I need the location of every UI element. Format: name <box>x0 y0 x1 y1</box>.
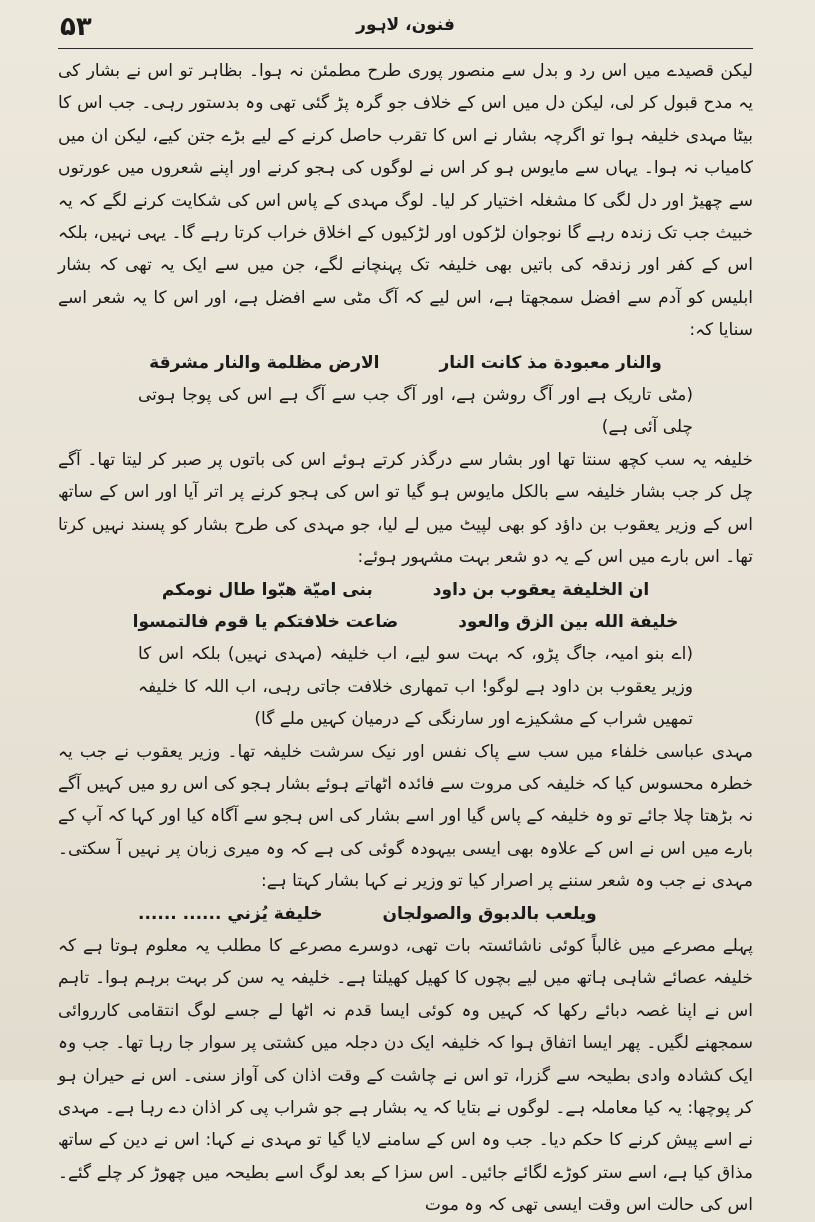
paragraph-1: لیکن قصیدے میں اس رد و بدل سے منصور پوری طرح مطمئن نہ ہوا۔ بظاہر تو اس نے بشار کی یہ مدح قبول کر لی، لیکن دل میں اس کے خلاف جو گرہ پڑ گئی تھی وہ بدستور رہی۔ جب اس کا بیٹا مہدی خلیفہ ہوا تو اگرچہ بشار نے اس کا تقرب حاصل کرنے کے لیے بڑے جتن کیے، لیکن ان میں کامیاب نہ ہوا۔ یہاں سے مایوس ہو کر اس نے لوگوں کی ہجو کرنے اور اپنے شعروں میں عورتوں سے چھیڑ اور دل لگی کا مشغلہ اختیار کر لیا۔ لوگ مہدی کے پاس اس کی شکایت کرنے لگے کہ یہ خبیث جب تک زندہ رہے گا نوجوان لڑکوں اور لڑکیوں کے اخلاق خراب کرتا رہے گا۔ یہی نہیں، بلکہ اس کے کفر اور زندقہ کی باتیں بھی خلیفہ تک پہنچانے لگے، جن میں سے ایک یہ تھی کہ بشار ابلیس کو آدم سے افضل سمجھتا ہے، اس لیے کہ آگ مٹی سے افضل ہے، اور اس کا یہ شعر اسے سنایا کہ: <box>58 61 753 341</box>
running-head: فنون، لاہور <box>356 15 455 35</box>
verse-1-right-hemistich: الارض مظلمة والنار مشرقة <box>149 352 380 373</box>
verse-2a <box>58 574 753 606</box>
page-number: ۵۳ <box>60 12 92 42</box>
paragraph-4: پہلے مصرعے میں غالباً کوئی ناشائستہ بات تھی، دوسرے مصرعے کا مطلب یہ معلوم ہوتا ہے کہ خلیفہ عصائے شاہی ہاتھ میں لیے بچوں کا کھیل کھیلتا ہے۔ خلیفہ یہ سن کر بہت برہم ہوا۔ تاہم اس نے اپنا غصہ دبائے رکھا کہ کہیں وہ کوئی ایسا قدم نہ اٹھا لے جسے لوگ انتقامی کارروائی سمجھنے لگیں۔ پھر ایسا اتفاق ہوا کہ خلیفہ ایک دن دجلہ میں کشتی پر سوار جا رہا تھا۔ جب وہ ایک کشادہ وادی بطیحہ سے گزرا، تو اس نے چاشت کے وقت اذان کی آواز سنی۔ اس نے حیران ہو کر پوچھا: یہ کیا معاملہ ہے۔ لوگوں نے بتایا کہ یہ بشار ہے جو شراب پی کر اذان دے رہا ہے۔ مہدی نے اسے پیش کرنے کا حکم دیا۔ جب وہ اس کے سامنے لایا گیا تو مہدی نے کہا: اس نے دین کے ساتھ مذاق کیا ہے، اسے ستر کوڑے لگائے جائیں۔ اس سزا کے بعد لوگ اسے بطیحہ میں چھوڑ کر چلے گئے۔ اس کی حالت اس وقت ایسی تھی کہ وہ موت <box>58 935 753 1216</box>
paragraph-3: مہدی عباسی خلفاء میں سب سے پاک نفس اور نیک سرشت خلیفہ تھا۔ وزیر یعقوب نے جب یہ خطرہ محسوس کیا کہ خلیفہ کی مروت سے فائدہ اٹھاتے ہوئے بشار ہجو کی اس رو میں کہیں آگے نہ بڑھتا چلا جائے تو وہ خلیفہ کے پاس گیا اور اسے بشار کی اس ہجو سے آگاہ کیا اور کہا کہ آپ کے بارے میں اس نے اس کے علاوہ بھی ایسی بیہودہ گوئی کی ہے کہ وہ میری زبان پر نہیں آ سکتی۔ مہدی نے جب وہ شعر سننے پر اصرار کیا تو وزیر نے کہا بشار کہتا ہے: <box>58 741 753 892</box>
verse-1-left-hemistich: والنار معبودة مذ كانت النار <box>439 352 662 373</box>
verse-2a-right-hemistich: بنی امیّة هبّوا طال نومكم <box>161 579 373 600</box>
verse-2b <box>58 606 753 638</box>
verse-1-translation: (مٹی تاریک ہے اور آگ روشن ہے، اور آگ جب سے آگ ہے اس کی پوجا ہوتی چلی آئی ہے) <box>138 385 693 438</box>
verse-2b-left-hemistich: خليفة الله بين الزق والعود <box>458 611 679 632</box>
body-text <box>58 55 753 1222</box>
page-header <box>58 8 753 49</box>
verse-2a-left-hemistich: ان الخليفة يعقوب بن داود <box>432 579 650 600</box>
verse-3-left-hemistich: ويلعب بالدبوق والصولجان <box>382 903 597 924</box>
verse-2-translation: (اے بنو امیہ، جاگ پڑو، کہ بہت سو لیے، اب خلیفہ (مہدی نہیں) بلکہ اس کا وزیر یعقوب بن داود ہے لوگو! اب تمھاری خلافت جاتی رہی، اب اللہ کا خلیفہ تمھیں شراب کے مشکیزے اور سارنگی کے درمیان کہیں ملے گا) <box>138 644 693 730</box>
verse-3 <box>58 898 753 930</box>
verse-2b-right-hemistich: ضاعت خلافتكم يا قوم فالتمسوا <box>132 611 399 632</box>
verse-3-right-hemistich: خليفة يُزني ...... ...... <box>138 903 323 924</box>
verse-1 <box>58 347 753 379</box>
paragraph-2: خلیفہ یہ سب کچھ سنتا تھا اور بشار سے درگذر کرتے ہوئے اس کی باتوں پر صبر کر لیتا تھا۔ آگے چل کر جب بشار خلیفہ سے بالکل مایوس ہو گیا تو اس کی ہجو کرنے پر اتر آیا اور اس کے ساتھ اس کے وزیر یعقوب بن داؤد کو بھی لپیٹ میں لے لیا، جو مہدی کی طرح بشار کو پسند نہیں کرتا تھا۔ اس بارے میں اس کے یہ دو شعر بہت مشہور ہوئے: <box>58 449 753 568</box>
